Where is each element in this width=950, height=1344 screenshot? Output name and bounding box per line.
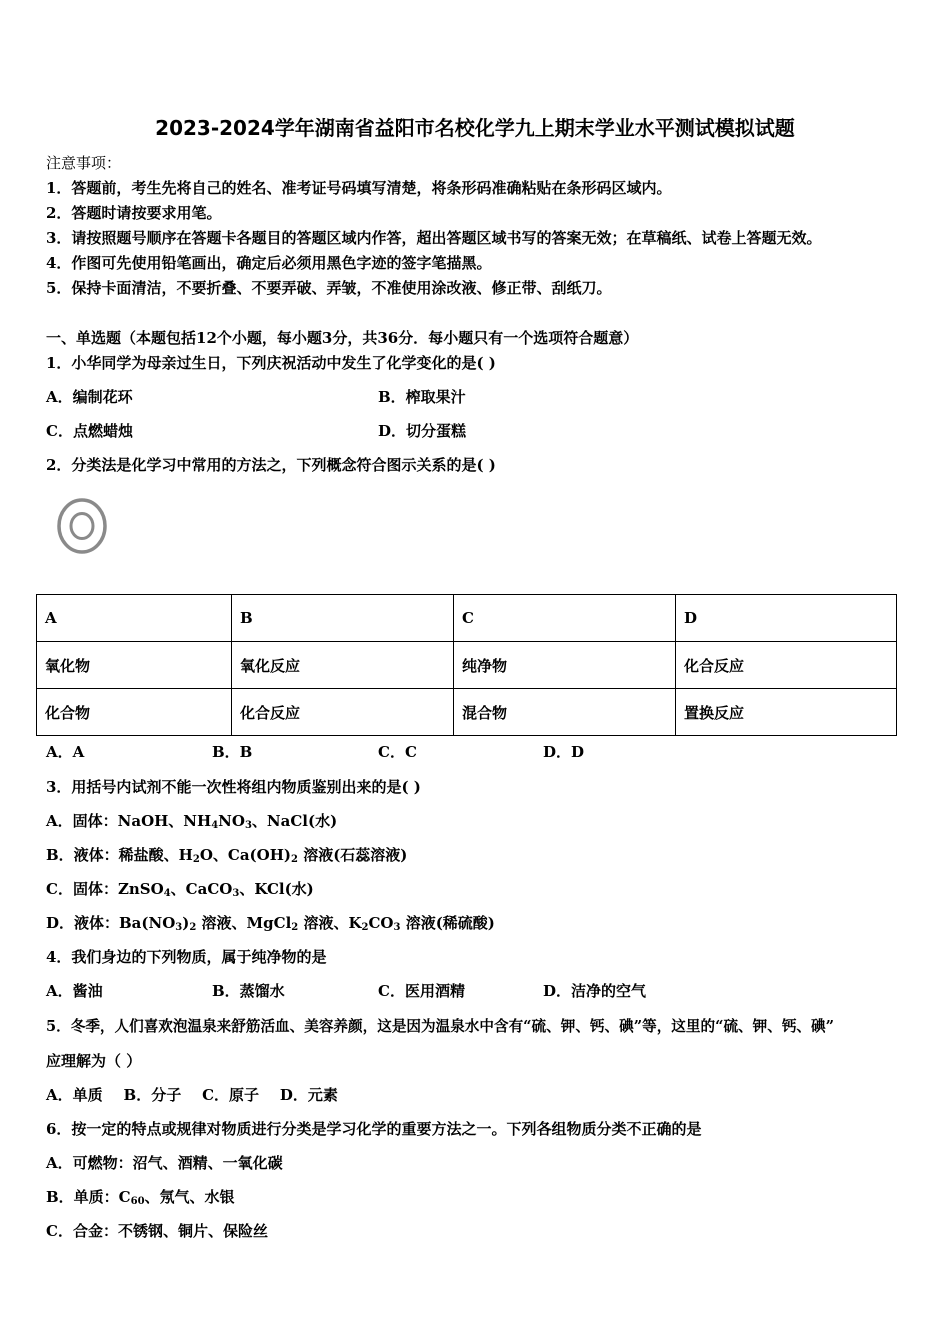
q3-option-c: C．固体：ZnSO$_4$、CaCO$_3$、KCl(水) [46, 880, 314, 899]
notice-item: 3．请按照题号顺序在答题卡各题目的答题区域内作答，超出答题区域书写的答案无效；在草稿纸、试卷上答题无效。 [46, 229, 822, 247]
table-cell: 化合反应 [232, 689, 454, 736]
table-cell: 化合反应 [676, 642, 897, 689]
table-cell: 纯净物 [454, 642, 676, 689]
table-cell: 混合物 [454, 689, 676, 736]
q3-stem: 3．用括号内试剂不能一次性将组内物质鉴别出来的是( ) [46, 778, 421, 796]
notice-heading: 注意事项： [46, 154, 122, 172]
q4-option-d: D．洁净的空气 [543, 982, 647, 1000]
q6-stem: 6．按一定的特点或规律对物质进行分类是学习化学的重要方法之一。下列各组物质分类不正确的是 [46, 1120, 702, 1138]
table-cell: 氧化反应 [232, 642, 454, 689]
table-header-row [37, 595, 897, 642]
q1-option-d: D．切分蛋糕 [378, 422, 467, 440]
q3-option-d: D．液体：$Ba(NO_3)_2$ 溶液、MgCl$_2$ 溶液、$K_2CO_3$ 溶液(稀硫酸) [46, 914, 495, 933]
q4-option-c: C．医用酒精 [378, 982, 465, 1000]
section-heading: 一、单选题（本题包括12个小题，每小题3分，共36分．每小题只有一个选项符合题意） [46, 329, 639, 347]
q1-option-b: B．榨取果汁 [378, 388, 466, 406]
notice-item: 2．答题时请按要求用笔。 [46, 204, 222, 222]
table-row [37, 642, 897, 689]
q5-stem-line1: 5．冬季，人们喜欢泡温泉来舒筋活血、美容养颜，这是因为温泉水中含有“硫、钾、钙、碘”等，这里的“硫、钾、钙、碘” [46, 1018, 835, 1035]
table-cell: A [37, 595, 232, 642]
q4-option-b: B．蒸馏水 [212, 982, 285, 1000]
table-cell: 氧化物 [37, 642, 232, 689]
q6-option-c: C．合金：不锈钢、铜片、保险丝 [46, 1222, 268, 1240]
q1-option-a: A．编制花环 [46, 388, 133, 406]
table-cell: B [232, 595, 454, 642]
table-cell: D [676, 595, 897, 642]
q1-option-c: C．点燃蜡烛 [46, 422, 133, 440]
concentric-circles-figure [57, 498, 109, 556]
q2-option-a: A．A [46, 743, 85, 761]
table-cell: C [454, 595, 676, 642]
table-cell: 置换反应 [676, 689, 897, 736]
q5-stem-line2: 应理解为（ ） [46, 1052, 142, 1070]
table-row [37, 689, 897, 736]
notice-item: 4．作图可先使用铅笔画出，确定后必须用黑色字迹的签字笔描黑。 [46, 254, 492, 272]
q4-stem: 4．我们身边的下列物质，属于纯净物的是 [46, 948, 327, 966]
q4-option-a: A．酱油 [46, 982, 103, 1000]
table-cell: 化合物 [37, 689, 232, 736]
q6-option-b: B．单质：$C_{60}$、氖气、水银 [46, 1188, 235, 1207]
page-title: 2023-2024学年湖南省益阳市名校化学九上期末学业水平测试模拟试题 [155, 116, 795, 140]
notice-item: 5．保持卡面清洁，不要折叠、不要弄破、弄皱，不准使用涂改液、修正带、刮纸刀。 [46, 279, 612, 297]
q3-option-b: B．液体：稀盐酸、$H_2O$、$Ca(OH)_2$ 溶液(石蕊溶液) [46, 846, 408, 865]
q2-table [36, 594, 897, 736]
q3-option-a: A．固体：NaOH、$NH_4NO_3$、NaCl(水) [46, 812, 338, 831]
q2-option-c: C．C [378, 743, 417, 761]
q2-option-d: D．D [543, 743, 585, 761]
q6-option-a: A．可燃物：沼气、酒精、一氧化碳 [46, 1154, 283, 1172]
q2-option-b: B．B [212, 743, 253, 761]
q2-stem: 2．分类法是化学习中常用的方法之，下列概念符合图示关系的是( ) [46, 456, 496, 474]
q5-options: A．单质 B．分子 C．原子 D．元素 [46, 1086, 338, 1104]
notice-item: 1．答题前，考生先将自己的姓名、准考证号码填写清楚，将条形码准确粘贴在条形码区域内。 [46, 179, 672, 197]
q1-stem: 1．小华同学为母亲过生日，下列庆祝活动中发生了化学变化的是( ) [46, 354, 496, 372]
